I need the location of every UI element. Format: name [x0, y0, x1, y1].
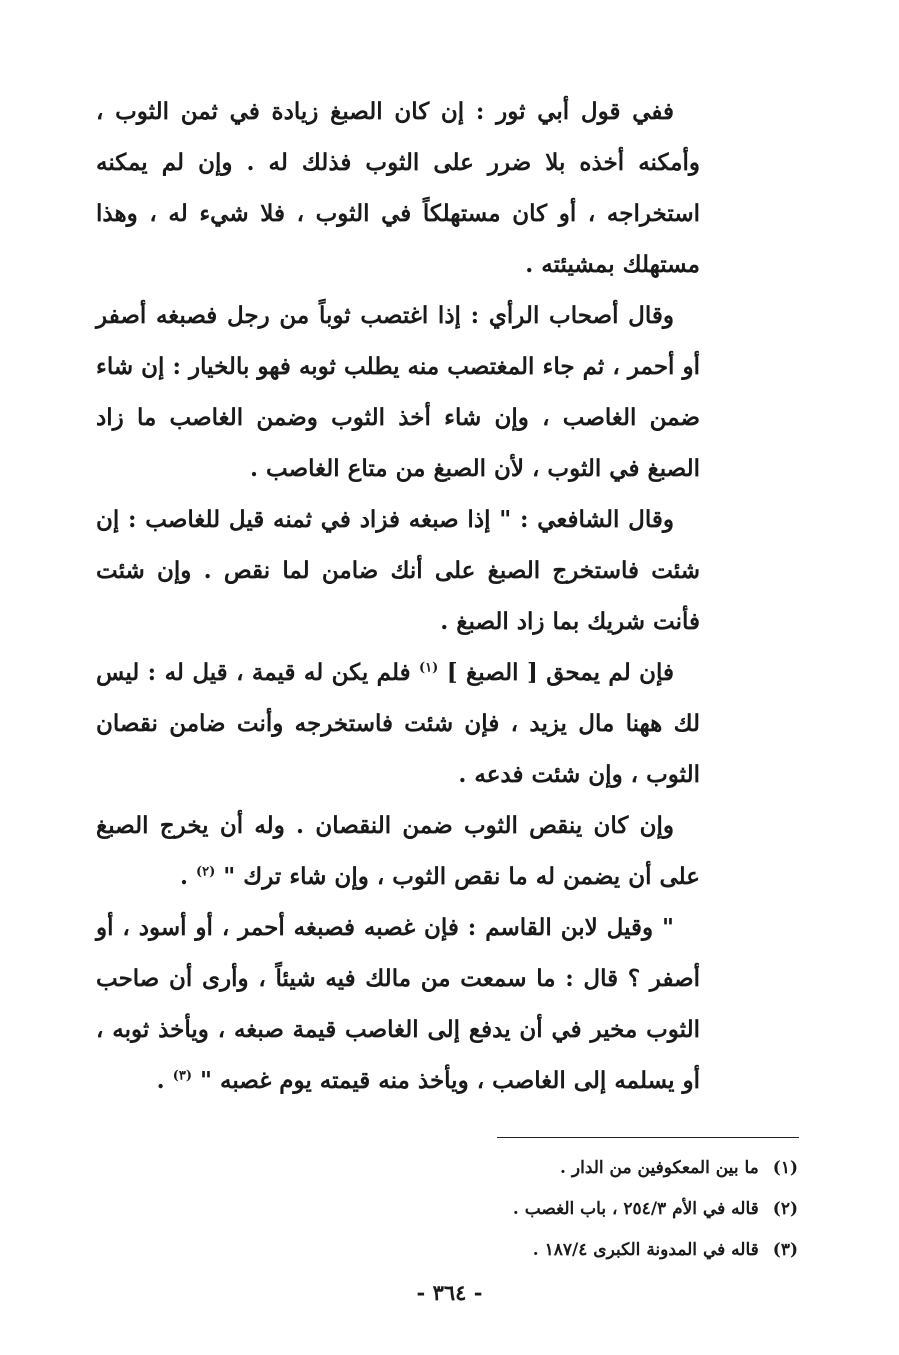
- paragraph-text: فإن لم يمحق [ الصبغ ]: [446, 659, 675, 686]
- paragraph-if-decreases: [96, 800, 700, 902]
- footnote-1: [300, 1148, 798, 1189]
- footnotes-section: [300, 1148, 798, 1271]
- footnote-reference: (٣): [172, 1068, 192, 1084]
- paragraph-if-not-erased: [96, 647, 700, 800]
- paragraph-ibn-al-qasim: [96, 902, 700, 1106]
- paragraph-text: .: [179, 863, 188, 890]
- paragraph-abu-thawr: ففي قول أبي ثور : إن كان الصبغ زيادة في ثمن الثوب ، وأمكنه أخذه بلا ضرر على الثوب فذلك له . وإن لم يمكنه استخراجه ، أو كان مستهلكاً في الثوب ، فلا شيء له ، وهذا مستهلك بمشيئته .: [96, 98, 700, 278]
- footnote-number: (٢): [772, 1199, 798, 1219]
- paragraph-shafii: وقال الشافعي : " إذا صبغه فزاد في ثمنه قيل للغاصب : إن شئت فاستخرج الصبغ على أنك ضامن لما نقص . وإن شئت فأنت شريك بما زاد الصبغ .: [96, 506, 700, 635]
- footnote-reference: (١): [419, 660, 439, 676]
- page-number: - ٣٦٤ -: [416, 1280, 483, 1305]
- paragraph-text: .: [156, 1067, 165, 1094]
- footnote-3: [300, 1230, 798, 1271]
- footnote-text: قاله في الأم ٢٥٤/٣ ، باب الغصب .: [512, 1199, 759, 1219]
- footnote-2: [300, 1189, 798, 1230]
- main-text-body: [96, 86, 700, 1106]
- paragraph-ashab-al-ray: وقال أصحاب الرأي : إذا اغتصب ثوباً من رجل فصبغه أصفر أو أحمر ، ثم جاء المغتصب منه يطلب ثوبه فهو بالخيار : إن شاء ضمن الغاصب ، وإن شاء أخذ الثوب وضمن الغاصب ما زاد الصبغ في الثوب ، لأن الصبغ من متاع الغاصب .: [96, 302, 700, 482]
- paragraph-text: " وقيل لابن القاسم : فإن غصبه فصبغه أحمر ، أو أسود ، أو أصفر ؟ قال : ما سمعت من مالك فيه شيئاً ، وأرى أن صاحب الثوب مخير في أن يدفع إلى الغاصب قيمة صبغه ، ويأخذ ثوبه ، أو يسلمه إلى الغاصب ، ويأخذ منه قيمته يوم غصبه ": [96, 914, 700, 1094]
- footnote-text: قاله في المدونة الكبرى ١٨٧/٤ .: [532, 1240, 759, 1260]
- footnote-number: (٣): [772, 1240, 798, 1260]
- footnote-reference: (٢): [195, 864, 216, 880]
- footnote-text: ما بين المعكوفين من الدار .: [560, 1158, 759, 1178]
- footnote-number: (١): [772, 1158, 798, 1178]
- paragraph-text: وإن كان ينقص الثوب ضمن النقصان . وله أن يخرج الصبغ على أن يضمن له ما نقص الثوب ، وإن شاء ترك ": [96, 812, 700, 890]
- footnote-divider: [497, 1137, 799, 1138]
- paragraph-text: فلم يكن له قيمة ، قيل له : ليس لك ههنا مال يزيد ، فإن شئت فاستخرجه وأنت ضامن نقصان الثوب ، وإن شئت فدعه .: [96, 659, 700, 788]
